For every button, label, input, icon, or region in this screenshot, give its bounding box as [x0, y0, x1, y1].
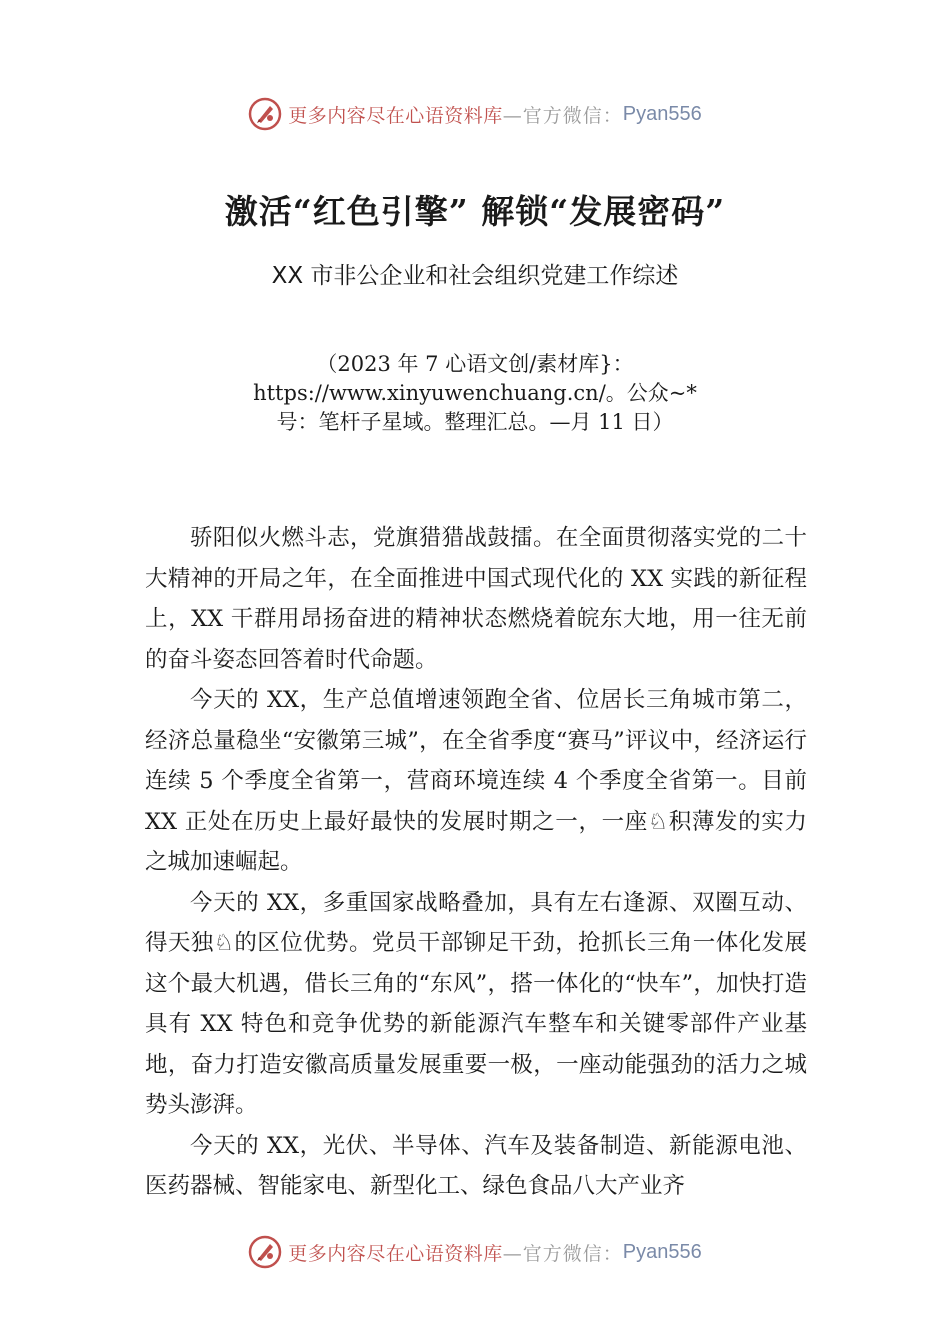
body-paragraph: 骄阳似火燃斗志，党旗猎猎战鼓擂。在全面贯彻落实党的二十大精神的开局之年，在全面推进中国式现代化的 XX 实践的新征程上，XX 干群用昂扬奋进的精神状态燃烧着皖东大地，用一往无前的奋斗姿态回答着时代命题。 — [145, 525, 807, 673]
wechat-account: Pyan556 — [622, 1240, 702, 1263]
wechat-label: —官方微信： — [502, 1242, 623, 1265]
library-logo-icon — [248, 97, 282, 131]
document-body — [145, 518, 807, 1207]
library-name: 更多内容尽在心语资料库 — [288, 1242, 503, 1265]
document-title: 激活“红色引擎” 解锁“发展密码” — [224, 192, 726, 231]
wechat-account: Pyan556 — [622, 102, 702, 125]
document-subtitle: XX 市非公企业和社会组织党建工作综述 — [271, 263, 679, 289]
body-paragraph: 今天的 XX，光伏、半导体、汽车及装备制造、新能源电池、医药器械、智能家电、新型化工、绿色食品八大产业齐 — [145, 1132, 807, 1199]
library-name: 更多内容尽在心语资料库 — [288, 104, 503, 127]
body-paragraph: 今天的 XX，多重国家战略叠加，具有左右逢源、双圈互动、得天独♘的区位优势。党员干部铆足干劲，抢抓长三角一体化发展这个最大机遇，借长三角的“东风”，搭一体化的“快车”，加快打造具有 XX 特色和竞争优势的新能源汽车整车和关键零部件产业基地，奋力打造安徽高质量发展重要一极，一座动能强劲的活力之城势头澎湃。 — [145, 889, 807, 1118]
library-logo-icon — [248, 1235, 282, 1269]
footer-banner — [0, 1232, 950, 1272]
wechat-label: —官方微信： — [502, 104, 623, 127]
header-banner — [0, 94, 950, 134]
document-dateline: （2023 年 7 心语文创/素材库}：https://www.xinyuwenchuang.cn/。公众~*号：笔杆子星域。整理汇总。—月 11 日） — [253, 352, 697, 434]
body-paragraph: 今天的 XX，生产总值增速领跑全省、位居长三角城市第二，经济总量稳坐“安徽第三城”，在全省季度“赛马”评议中，经济运行连续 5 个季度全省第一，营商环境连续 4 个季度全省第一。目前 XX 正处在历史上最好最快的发展时期之一，一座♘积薄发的实力之城加速崛起。 — [145, 687, 807, 875]
